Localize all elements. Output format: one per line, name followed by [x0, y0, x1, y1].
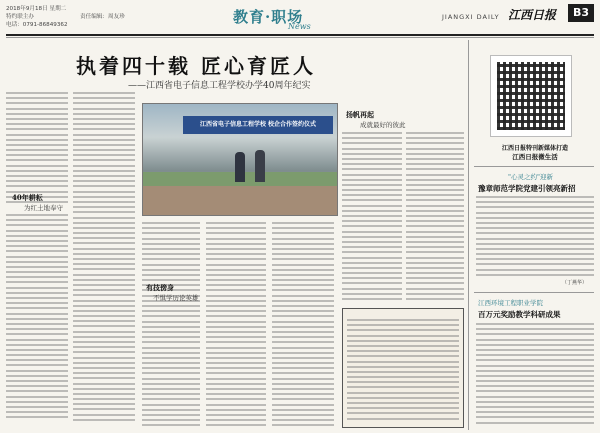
col5-text [272, 222, 334, 428]
story1-text [476, 196, 594, 282]
side2-title: 有技傍身 [146, 283, 174, 292]
col3-text [142, 222, 200, 428]
lead-headline: 执着四十载 匠心育匠人 [76, 54, 316, 78]
right-column-divider [468, 40, 469, 430]
photo-person-2 [255, 150, 265, 182]
page-number-badge: B3 [568, 4, 594, 22]
editor-label: 责任编辑：周友珍 [80, 14, 125, 20]
section-title: 教育·职场 [233, 8, 304, 26]
col7-text [406, 132, 464, 302]
photo-banner: 江西省电子信息工程学校 校企合作签约仪式 [183, 116, 333, 134]
lead-subheadline: ——江西省电子信息工程学校办学40周年纪实 [128, 81, 311, 91]
story2-text [476, 323, 594, 428]
side1-subtitle: 为红土地奉守 [24, 204, 63, 212]
promo-line-1: 江西日报特刊新媒体打造 [501, 145, 568, 152]
paper-logo: 江西日报 [508, 8, 557, 22]
issue-date: 2018年9月18日 星期二 [6, 6, 67, 12]
commentary-text [347, 319, 459, 423]
col3-heading: 扬帆再起 [346, 110, 374, 119]
story2-kicker: 江西环境工程职业学院 [478, 299, 543, 307]
phone-number: 电话：0791-86849362 [6, 22, 68, 28]
col3-subheading: 成就最好的彼此 [360, 121, 406, 129]
story2-title: 百万元奖励教学科研成果 [478, 310, 561, 319]
masthead-rule-thin [6, 37, 594, 38]
side1-title: 40年耕耘 [12, 193, 43, 202]
commentary-box [342, 308, 464, 428]
qr-code-icon [497, 62, 565, 130]
story1-byline: （丁燕华） [562, 280, 588, 286]
promo-line-2: 江西日报微生活 [512, 153, 558, 161]
qr-code-frame[interactable] [490, 55, 572, 137]
story1-title: 豫章师范学院党建引领亮新招 [478, 184, 576, 193]
side2-subtitle: 不惧学历论英雄 [153, 294, 199, 302]
left-column-text-a [6, 92, 68, 207]
photo-floor [143, 186, 337, 215]
story1-kicker: "心灵之约"迎新 [508, 173, 553, 181]
masthead-rule [6, 34, 594, 36]
right-rule-1 [474, 166, 594, 167]
paper-name-english: JIANGXI DAILY [442, 13, 500, 21]
section-english-label: News [288, 22, 311, 31]
col2-text [73, 92, 135, 428]
column-tag: 特约联主办 [6, 14, 34, 20]
left-column-text-b [6, 214, 68, 429]
signing-ceremony-photo [142, 103, 338, 216]
right-rule-2 [474, 292, 594, 293]
col6-text [342, 132, 402, 302]
col4-text [206, 222, 266, 428]
photo-person-1 [235, 152, 245, 182]
